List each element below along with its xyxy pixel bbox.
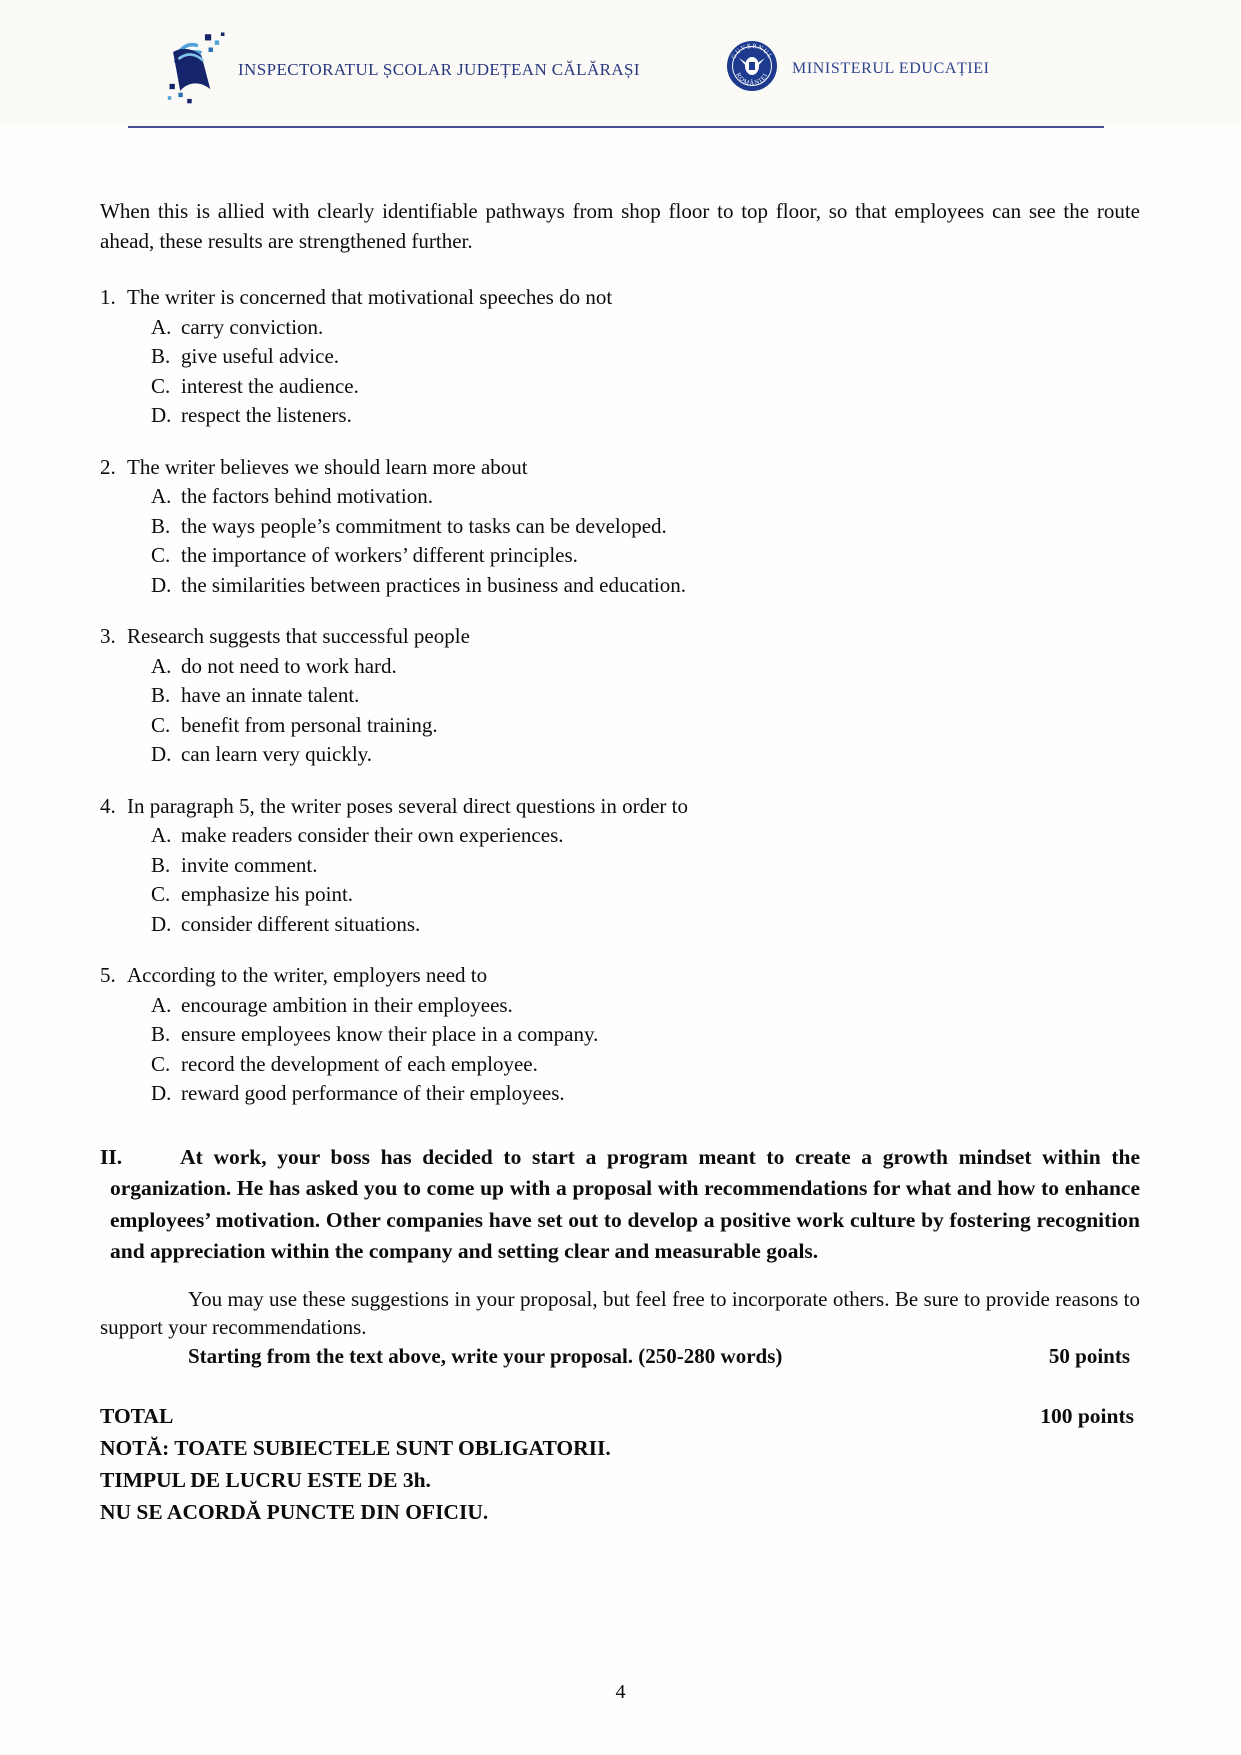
option-3b: [100, 681, 1140, 711]
option-letter: A.: [151, 992, 172, 1017]
option-2b: [100, 512, 1140, 542]
option-letter: C.: [151, 543, 171, 567]
option-4d: [100, 910, 1140, 940]
document-body: [100, 197, 1140, 1528]
option-text: the importance of workers’ different principles.: [181, 543, 578, 567]
option-text: do not need to work hard.: [181, 653, 397, 678]
total-line: [100, 1400, 1140, 1432]
option-5d: [100, 1079, 1140, 1109]
suggestions-paragraph: You may use these suggestions in your proposal, but feel free to incorporate others. Be sure to provide reasons to support your recommendations.: [100, 1286, 1140, 1339]
option-letter: C.: [151, 882, 171, 906]
question-number: 4.: [100, 793, 116, 818]
page-number: 4: [615, 1681, 626, 1703]
option-letter: B.: [151, 683, 171, 707]
left-org-name: INSPECTORATUL ȘCOLAR JUDEȚEAN CĂLĂRAȘI: [238, 59, 640, 79]
school-inspectorate-book-icon: [166, 28, 228, 111]
page-header: [0, 0, 1241, 126]
task-instruction: Starting from the text above, write your proposal. (250-280 words): [188, 1343, 783, 1368]
section-2-text: At work, your boss has decided to start a program meant to create a growth mindset within the organization. He has asked you to come up with a proposal with recommendations for what and how to enhance employees’ motivation. Other companies have set out to develop a positive work culture by fostering recognition and appreciation within the company and setting clear and measurable goals.: [110, 1144, 1140, 1263]
question-text: The writer is concerned that motivational speeches do not: [127, 285, 613, 309]
option-letter: B.: [151, 1022, 171, 1046]
multiple-choice-section: [100, 283, 1140, 1109]
question-text: According to the writer, employers need to: [127, 963, 488, 987]
option-text: make readers consider their own experiences.: [181, 823, 564, 847]
option-text: give useful advice.: [181, 344, 340, 368]
option-text: the factors behind motivation.: [181, 484, 433, 508]
option-letter: D.: [151, 572, 172, 597]
option-2d: [100, 571, 1140, 601]
option-text: encourage ambition in their employees.: [181, 992, 513, 1017]
question-2: [100, 453, 1140, 601]
option-3a: [100, 652, 1140, 682]
option-text: the ways people’s commitment to tasks can be developed.: [181, 513, 667, 538]
note-obligatory: NOTĂ: TOATE SUBIECTELE SUNT OBLIGATORII.: [100, 1436, 611, 1460]
option-4a: [100, 821, 1140, 851]
question-3: [100, 622, 1140, 770]
left-logo-block: [166, 28, 640, 111]
section-2-number: II.: [100, 1144, 123, 1169]
total-points: 100 points: [1040, 1404, 1134, 1428]
svg-text:ROMÂNIEI: ROMÂNIEI: [734, 71, 770, 88]
option-letter: C.: [151, 373, 171, 398]
option-1a: [100, 313, 1140, 343]
right-logo-block: [726, 40, 990, 97]
option-text: have an innate talent.: [181, 683, 360, 707]
option-1c: [100, 372, 1140, 402]
question-4: [100, 792, 1140, 940]
option-text: respect the listeners.: [181, 403, 352, 427]
option-letter: B.: [151, 344, 171, 368]
header-divider: [128, 126, 1104, 128]
option-letter: D.: [151, 911, 172, 936]
option-letter: D.: [151, 742, 172, 766]
option-text: record the development of each employee.: [181, 1051, 538, 1076]
note-no-default-points: NU SE ACORDĂ PUNCTE DIN OFICIU.: [100, 1500, 489, 1524]
option-4c: [100, 880, 1140, 910]
option-1b: [100, 342, 1140, 372]
option-text: invite comment.: [181, 852, 318, 877]
option-5c: [100, 1050, 1140, 1080]
option-1d: [100, 401, 1140, 431]
option-2a: [100, 482, 1140, 512]
question-5: [100, 961, 1140, 1109]
option-text: consider different situations.: [181, 911, 421, 936]
note-time: TIMPUL DE LUCRU ESTE DE 3h.: [100, 1468, 431, 1492]
option-text: the similarities between practices in business and education.: [181, 572, 687, 597]
question-text: Research suggests that successful people: [127, 624, 470, 648]
question-number: 1.: [100, 285, 116, 309]
option-letter: A.: [151, 484, 172, 508]
option-letter: C.: [151, 712, 171, 737]
option-letter: B.: [151, 852, 171, 877]
option-2c: [100, 541, 1140, 571]
option-letter: A.: [151, 314, 172, 339]
option-letter: B.: [151, 513, 171, 538]
option-letter: A.: [151, 653, 172, 678]
question-number: 3.: [100, 624, 116, 648]
option-text: carry conviction.: [181, 314, 324, 339]
option-text: reward good performance of their employees.: [181, 1081, 565, 1105]
option-letter: D.: [151, 1081, 172, 1105]
svg-text:GUVERNUL: GUVERNUL: [730, 42, 774, 61]
option-letter: A.: [151, 823, 172, 847]
option-text: interest the audience.: [181, 373, 359, 398]
question-text: The writer believes we should learn more about: [127, 454, 528, 479]
section-2-task: [100, 1142, 1140, 1268]
total-label: TOTAL: [100, 1404, 174, 1428]
option-text: benefit from personal training.: [181, 712, 438, 737]
option-text: emphasize his point.: [181, 882, 354, 906]
option-text: can learn very quickly.: [181, 742, 373, 766]
option-text: ensure employees know their place in a company.: [181, 1022, 599, 1046]
option-4b: [100, 851, 1140, 881]
question-1: [100, 283, 1140, 431]
task-points: 50 points: [1048, 1343, 1130, 1368]
right-org-name: MINISTERUL EDUCAȚIEI: [792, 59, 990, 77]
question-number: 5.: [100, 963, 116, 987]
option-3d: [100, 740, 1140, 770]
question-text: In paragraph 5, the writer poses several direct questions in order to: [127, 793, 688, 818]
option-letter: C.: [151, 1051, 171, 1076]
question-number: 2.: [100, 454, 116, 479]
government-seal-icon: [726, 40, 778, 97]
option-letter: D.: [151, 403, 172, 427]
option-3c: [100, 711, 1140, 741]
exam-notes: [100, 1432, 1140, 1528]
option-5b: [100, 1020, 1140, 1050]
option-5a: [100, 991, 1140, 1021]
intro-paragraph: When this is allied with clearly identifiable pathways from shop floor to top floor, so that employees can see the route ahead, these results are strengthened further.: [100, 199, 1140, 253]
task-instruction-line: [100, 1342, 1140, 1371]
